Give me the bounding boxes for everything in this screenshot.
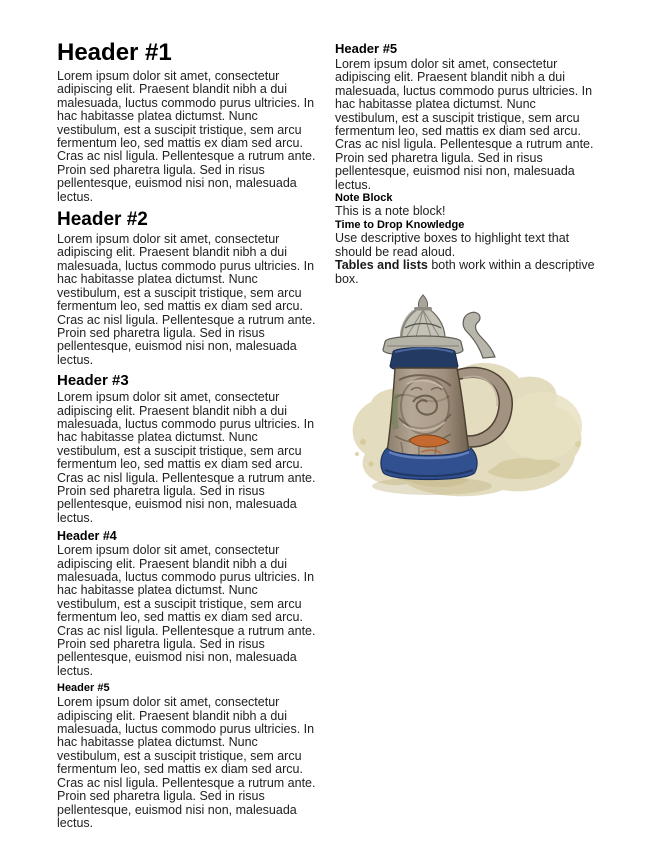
- section-header-1: [57, 40, 317, 204]
- note-block-text: This is a note block!: [335, 204, 446, 219]
- left-column: [57, 40, 317, 830]
- knowledge-label: Time to Drop Knowledge: [335, 218, 465, 231]
- paragraph: Lorem ipsum dolor sit amet, consectetur adipiscing elit. Praesent blandit nibh a dui malesuada, luctus commodo purus ultricies. In hac habitasse platea dictumst. Nunc vestibulum, est a suscipit tristique, sem arcu fermentum leo, sed mattis ex diam sed arcu. Cras ac nisl ligula. Pellentesque a rutrum ante. Proin sed pharetra ligula. Sed in risus pellentesque, euismod nisi non, malesuada lectus.: [57, 390, 316, 525]
- knowledge-block: [335, 219, 601, 286]
- paragraph: Lorem ipsum dolor sit amet, consectetur adipiscing elit. Praesent blandit nibh a dui malesuada, luctus commodo purus ultricies. In hac habitasse platea dictumst. Nunc vestibulum, est a suscipit tristique, sem arcu fermentum leo, sed mattis ex diam sed arcu. Cras ac nisl ligula. Pellentesque a rutrum ante. Proin sed pharetra ligula. Sed in risus pellentesque, euismod nisi non, malesuada lectus.: [57, 543, 316, 678]
- tables-note-bold: Tables and lists: [335, 258, 428, 273]
- tables-note: [335, 259, 601, 286]
- note-block-label: Note Block: [335, 192, 393, 205]
- section-heading: Header #5: [57, 682, 110, 695]
- section-header-4: [57, 529, 317, 678]
- knowledge-text: Use descriptive boxes to highlight text that should be read aloud.: [335, 231, 570, 259]
- paragraph: Lorem ipsum dolor sit amet, consectetur adipiscing elit. Praesent blandit nibh a dui malesuada, luctus commodo purus ultricies. In hac habitasse platea dictumst. Nunc vestibulum, est a suscipit tristique, sem arcu fermentum leo, sed mattis ex diam sed arcu. Cras ac nisl ligula. Pellentesque a rutrum ante. Proin sed pharetra ligula. Sed in risus pellentesque, euismod nisi non, malesuada lectus.: [57, 695, 316, 830]
- paragraph: Lorem ipsum dolor sit amet, consectetur adipiscing elit. Praesent blandit nibh a dui malesuada, luctus commodo purus ultricies. In hac habitasse platea dictumst. Nunc vestibulum, est a suscipit tristique, sem arcu fermentum leo, sed mattis ex diam sed arcu. Cras ac nisl ligula. Pellentesque a rutrum ante. Proin sed pharetra ligula. Sed in risus pellentesque, euismod nisi non, malesuada lectus.: [57, 232, 316, 367]
- right-column: [335, 40, 601, 830]
- paragraph: Lorem ipsum dolor sit amet, consectetur adipiscing elit. Praesent blandit nibh a dui malesuada, luctus commodo purus ultricies. In hac habitasse platea dictumst. Nunc vestibulum, est a suscipit tristique, sem arcu fermentum leo, sed mattis ex diam sed arcu. Cras ac nisl ligula. Pellentesque a rutrum ante. Proin sed pharetra ligula. Sed in risus pellentesque, euismod nisi non, malesuada lectus.: [57, 69, 316, 204]
- paragraph: Lorem ipsum dolor sit amet, consectetur adipiscing elit. Praesent blandit nibh a dui malesuada, luctus commodo purus ultricies. In hac habitasse platea dictumst. Nunc vestibulum, est a suscipit tristique, sem arcu fermentum leo, sed mattis ex diam sed arcu. Cras ac nisl ligula. Pellentesque a rutrum ante. Proin sed pharetra ligula. Sed in risus pellentesque, euismod nisi non, malesuada lectus.: [335, 57, 594, 192]
- beer-stein-illustration: [337, 294, 593, 506]
- section-heading: Header #4: [57, 529, 117, 544]
- page-title: Header #1: [57, 39, 172, 66]
- note-block: [335, 192, 601, 219]
- section-header-3: [57, 372, 317, 525]
- section-heading: Header #2: [57, 209, 148, 231]
- section-heading: Header #5: [335, 41, 398, 56]
- section-header-5: [57, 682, 317, 830]
- section-header-5-right: [335, 41, 601, 192]
- section-heading: Header #3: [57, 372, 129, 390]
- beer-stein-image: [337, 294, 593, 506]
- section-header-2: [57, 209, 317, 367]
- tables-note-rest: both work within a descriptive box.: [335, 258, 595, 286]
